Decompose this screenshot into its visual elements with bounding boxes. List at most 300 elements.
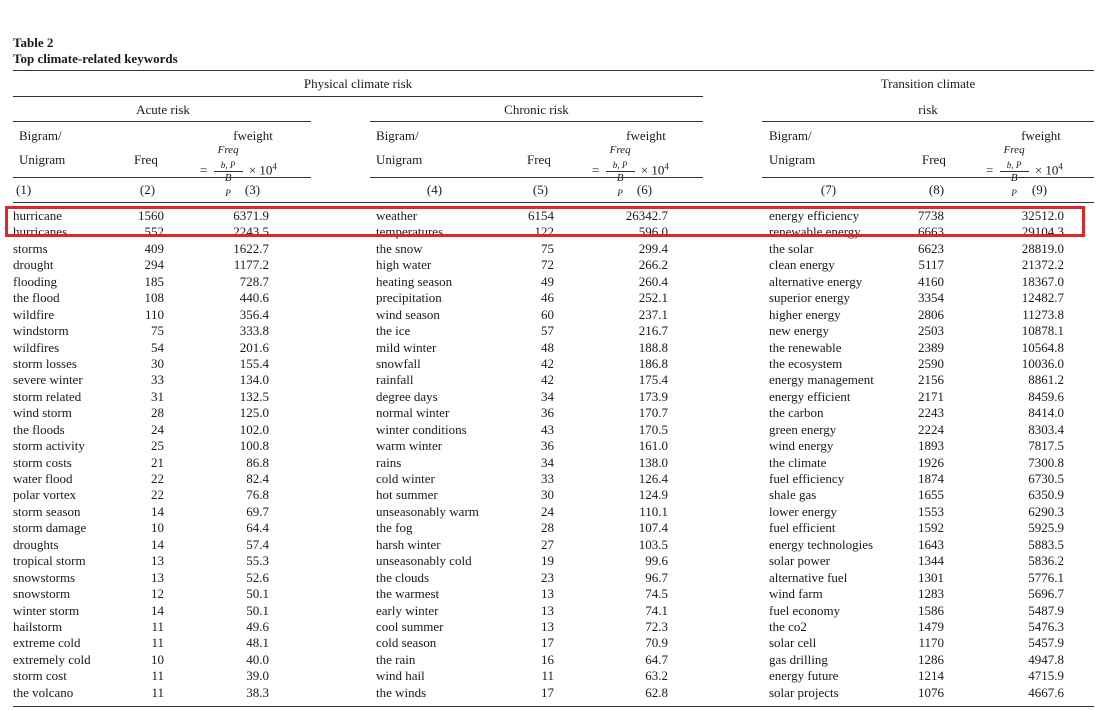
table-cell: 216.7 xyxy=(638,323,668,339)
table-cell: heating season xyxy=(376,273,453,289)
table-cell: 57.4 xyxy=(246,536,269,552)
table-cell: wind farm xyxy=(769,586,823,602)
table-cell: 170.7 xyxy=(638,405,668,421)
table-cell: 30 xyxy=(541,487,554,503)
table-cell: 11 xyxy=(541,668,554,684)
table-cell: 5696.7 xyxy=(1028,586,1064,602)
table-cell: the volcano xyxy=(13,684,74,700)
header-freq-2: Freq xyxy=(527,152,551,167)
table-cell: 14 xyxy=(151,503,164,519)
table-cell: 12482.7 xyxy=(1021,290,1064,306)
table-row xyxy=(0,635,1106,651)
table-cell: solar projects xyxy=(769,684,839,700)
table-cell: 64.4 xyxy=(246,520,269,536)
table-cell: 33 xyxy=(541,471,554,486)
table-cell: 52.6 xyxy=(246,569,269,585)
table-cell: 138.0 xyxy=(638,454,668,470)
table-cell: severe winter xyxy=(13,372,83,388)
table-cell: 170.5 xyxy=(638,421,668,437)
header-fweight-1: fweight xyxy=(233,128,273,143)
table-cell: 72 xyxy=(541,257,554,273)
table-cell: 185 xyxy=(144,273,164,289)
table-cell: snowstorms xyxy=(13,569,76,585)
table-cell: the renewable xyxy=(769,339,842,355)
table-cell: 10564.8 xyxy=(1021,339,1064,355)
table-cell: 1283 xyxy=(918,586,944,602)
table-row xyxy=(0,356,1106,372)
table-cell: 22 xyxy=(151,471,164,486)
table-cell: 252.1 xyxy=(638,290,668,306)
table-cell: 8303.4 xyxy=(1028,421,1064,437)
table-cell: 186.8 xyxy=(638,355,668,371)
table-cell: cold winter xyxy=(376,471,435,486)
table-cell: 552 xyxy=(144,224,164,240)
table-cell: 6154 xyxy=(528,208,554,223)
table-cell: 28819.0 xyxy=(1021,240,1064,256)
table-cell: 86.8 xyxy=(246,454,269,470)
table-cell: 8861.2 xyxy=(1028,372,1064,388)
table-row xyxy=(0,438,1106,454)
table-cell: the clouds xyxy=(376,569,430,585)
table-cell: flooding xyxy=(13,273,58,289)
table-cell: windstorm xyxy=(13,323,69,339)
table-cell: mild winter xyxy=(376,339,437,355)
table-cell: 596.0 xyxy=(638,224,668,240)
table-cell: 7738 xyxy=(918,208,944,223)
header-rule-2 xyxy=(370,177,703,178)
table-cell: 72.3 xyxy=(645,618,668,634)
header-bigram-1: Bigram/ xyxy=(19,128,62,143)
table-row xyxy=(0,372,1106,388)
header-freq-1: Freq xyxy=(134,152,158,167)
table-cell: the floods xyxy=(13,421,65,437)
table-cell: energy efficiency xyxy=(769,208,860,223)
table-cell: 409 xyxy=(144,240,164,256)
table-cell: 1560 xyxy=(138,208,164,223)
table-row xyxy=(0,504,1106,520)
header-freq-3: Freq xyxy=(922,152,946,167)
table-cell: the solar xyxy=(769,240,814,256)
table-cell: 30 xyxy=(151,355,164,371)
table-cell: 21 xyxy=(151,454,164,470)
col-number-7: (7) xyxy=(820,182,837,197)
table-cell: the warmest xyxy=(376,586,440,602)
table-cell: 36 xyxy=(541,405,554,421)
table-row xyxy=(0,668,1106,684)
table-cell: warm winter xyxy=(376,438,443,454)
table-cell: 299.4 xyxy=(638,240,668,256)
table-cell: energy efficient xyxy=(769,388,851,404)
header-bigram-2: Bigram/ xyxy=(376,128,419,143)
col-number-8: (8) xyxy=(928,182,945,197)
table-cell: extreme cold xyxy=(13,635,81,651)
table-cell: 2389 xyxy=(918,339,944,355)
table-cell: 2243 xyxy=(918,405,944,421)
table-cell: storm losses xyxy=(13,355,77,371)
table-cell: 1586 xyxy=(918,602,944,618)
fweight-formula-2: = Freq $_{b, P}$ B $_P$ × $10^4$ xyxy=(592,144,669,199)
group-header-physical: Physical climate risk xyxy=(303,76,413,91)
table-cell: superior energy xyxy=(769,290,850,306)
table-row xyxy=(0,340,1106,356)
table-cell: 1926 xyxy=(918,454,944,470)
table-cell: tropical storm xyxy=(13,553,86,569)
table-cell: 63.2 xyxy=(645,668,668,684)
table-cell: 36 xyxy=(541,438,554,454)
header-unigram-1: Unigram xyxy=(19,152,66,167)
table-cell: 6730.5 xyxy=(1028,471,1064,486)
table-cell: 75 xyxy=(151,323,164,339)
table-cell: 24 xyxy=(541,503,554,519)
table-row xyxy=(0,652,1106,668)
table-cell: 188.8 xyxy=(638,339,668,355)
table-cell: harsh winter xyxy=(376,536,441,552)
table-cell: normal winter xyxy=(376,405,450,421)
table-cell: fuel efficiency xyxy=(769,471,845,486)
table-cell: 70.9 xyxy=(645,635,668,651)
table-cell: alternative fuel xyxy=(769,569,848,585)
table-cell: storms xyxy=(13,240,48,256)
table-cell: the co2 xyxy=(769,618,807,634)
table-cell: 110.1 xyxy=(639,503,668,519)
table-cell: 5776.1 xyxy=(1028,569,1064,585)
col-number-5: (5) xyxy=(532,182,549,197)
table-cell: polar vortex xyxy=(13,487,77,503)
table-cell: 728.7 xyxy=(239,273,269,289)
table-row xyxy=(0,537,1106,553)
table-cell: storm cost xyxy=(13,668,67,684)
table-row xyxy=(0,487,1106,503)
table-cell: 50.1 xyxy=(246,586,269,602)
table-cell: 60 xyxy=(541,306,554,322)
table-cell: 6290.3 xyxy=(1028,503,1064,519)
table-cell: 49 xyxy=(541,273,554,289)
table-cell: 260.4 xyxy=(638,273,668,289)
table-cell: 21372.2 xyxy=(1021,257,1064,273)
table-cell: storm season xyxy=(13,503,81,519)
table-cell: 11 xyxy=(151,635,164,651)
table-row xyxy=(0,603,1106,619)
table-cell: wildfires xyxy=(13,339,60,355)
table-cell: 26342.7 xyxy=(625,208,668,223)
table-cell: 39.0 xyxy=(246,668,269,684)
table-cell: 5836.2 xyxy=(1028,553,1064,569)
table-cell: energy future xyxy=(769,668,839,684)
table-cell: 12 xyxy=(151,586,164,602)
table-cell: energy management xyxy=(769,372,874,388)
table-cell: temperatures xyxy=(376,224,444,240)
table-cell: 1592 xyxy=(918,520,944,536)
table-cell: wind energy xyxy=(769,438,834,454)
table-cell: 42 xyxy=(541,355,554,371)
table-row xyxy=(0,290,1106,306)
fweight-formula-1: = Freq $_{b, P}$ B $_P$ × $10^4$ xyxy=(200,144,277,199)
table-cell: hailstorm xyxy=(13,618,63,634)
table-cell: extremely cold xyxy=(13,651,91,667)
table-cell: precipitation xyxy=(376,290,442,306)
table-cell: storm activity xyxy=(13,438,85,454)
table-cell: fuel efficient xyxy=(769,520,836,536)
table-row xyxy=(0,307,1106,323)
table-cell: 4715.9 xyxy=(1028,668,1064,684)
table-cell: 24 xyxy=(151,421,164,437)
table-cell: the fog xyxy=(376,520,413,536)
table-row xyxy=(0,586,1106,602)
table-cell: 3354 xyxy=(918,290,944,306)
table-cell: 124.9 xyxy=(638,487,668,503)
table-cell: storm costs xyxy=(13,454,72,470)
table-cell: 16 xyxy=(541,651,554,667)
table-cell: 69.7 xyxy=(246,503,269,519)
table-cell: 17 xyxy=(541,684,554,700)
table-cell: 1874 xyxy=(918,471,944,486)
table-cell: 11 xyxy=(151,684,164,700)
table-cell: 14 xyxy=(151,602,164,618)
table-cell: 132.5 xyxy=(239,388,269,404)
table-cell: 14 xyxy=(151,536,164,552)
table-cell: 10 xyxy=(151,651,164,667)
table-row xyxy=(0,471,1106,487)
table-cell: 34 xyxy=(541,388,554,404)
table-cell: 18367.0 xyxy=(1021,273,1064,289)
table-cell: 33 xyxy=(151,372,164,388)
table-cell: 4667.6 xyxy=(1028,684,1064,700)
table-cell: 5457.9 xyxy=(1028,635,1064,651)
table-cell: the snow xyxy=(376,240,423,256)
table-cell: hurricane xyxy=(13,208,63,223)
table-cell: clean energy xyxy=(769,257,835,273)
table-cell: 23 xyxy=(541,569,554,585)
table-cell: unseasonably warm xyxy=(376,503,479,519)
table-cell: gas drilling xyxy=(769,651,828,667)
table-cell: 110 xyxy=(144,306,164,322)
table-cell: 13 xyxy=(541,586,554,602)
table-cell: the ice xyxy=(376,323,411,339)
table-cell: 6663 xyxy=(918,224,944,240)
table-cell: 28 xyxy=(151,405,164,421)
table-cell: 1655 xyxy=(918,487,944,503)
table-cell: the ecosystem xyxy=(769,355,843,371)
table-cell: 49.6 xyxy=(246,618,269,634)
bottom-rule xyxy=(13,706,1094,707)
table-cell: 96.7 xyxy=(645,569,668,585)
table-cell: 55.3 xyxy=(246,553,269,569)
table-cell: 122 xyxy=(534,224,554,240)
table-cell: storm related xyxy=(13,388,82,404)
table-cell: 4947.8 xyxy=(1028,651,1064,667)
table-row xyxy=(0,520,1106,536)
table-cell: the climate xyxy=(769,454,827,470)
table-cell: rains xyxy=(376,454,402,470)
header-unigram-3: Unigram xyxy=(769,152,816,167)
table-cell: 107.4 xyxy=(638,520,668,536)
table-cell: 173.9 xyxy=(638,388,668,404)
table-cell: 74.5 xyxy=(645,586,668,602)
table-cell: 201.6 xyxy=(239,339,269,355)
table-cell: 8459.6 xyxy=(1028,388,1064,404)
table-cell: 64.7 xyxy=(645,651,668,667)
table-cell: 7817.5 xyxy=(1028,438,1064,454)
table-cell: hot summer xyxy=(376,487,438,503)
transition-rule xyxy=(762,121,1094,122)
col-number-2: (2) xyxy=(139,182,156,197)
table-cell: 2156 xyxy=(918,372,944,388)
table-cell: 13 xyxy=(541,618,554,634)
table-cell: 2243.5 xyxy=(233,224,269,240)
table-cell: 1893 xyxy=(918,438,944,454)
table-cell: 2806 xyxy=(918,306,944,322)
table-cell: 43 xyxy=(541,421,554,437)
table-cell: 5476.3 xyxy=(1028,618,1064,634)
table-cell: lower energy xyxy=(769,503,837,519)
table-cell: 102.0 xyxy=(239,421,269,437)
table-cell: renewable energy xyxy=(769,224,861,240)
table-cell: 13 xyxy=(151,553,164,569)
table-cell: 29104.3 xyxy=(1021,224,1064,240)
table-row xyxy=(0,274,1106,290)
group-header-transition-1: Transition climate xyxy=(880,76,976,91)
table-cell: 34 xyxy=(541,454,554,470)
table-cell: new energy xyxy=(769,323,830,339)
table-cell: green energy xyxy=(769,421,837,437)
table-cell: wind season xyxy=(376,306,440,322)
table-cell: 22 xyxy=(151,487,164,503)
table-cell: 7300.8 xyxy=(1028,454,1064,470)
table-cell: 175.4 xyxy=(638,372,668,388)
table-cell: the rain xyxy=(376,651,416,667)
table-cell: 62.8 xyxy=(645,684,668,700)
table-cell: rainfall xyxy=(376,372,414,388)
table-cell: 10 xyxy=(151,520,164,536)
table-cell: 38.3 xyxy=(246,684,269,700)
table-cell: 1643 xyxy=(918,536,944,552)
table-cell: high water xyxy=(376,257,432,273)
table-cell: cool summer xyxy=(376,618,444,634)
col-number-3: (3) xyxy=(244,182,261,197)
table-cell: 5925.9 xyxy=(1028,520,1064,536)
table-cell: 76.8 xyxy=(246,487,269,503)
fweight-formula-3: = Freq $_{b, P}$ B $_P$ × $10^4$ xyxy=(986,144,1063,199)
table-cell: 237.1 xyxy=(638,306,668,322)
table-cell: storm damage xyxy=(13,520,87,536)
table-cell: 126.4 xyxy=(638,471,668,486)
table-row xyxy=(0,389,1106,405)
header-fweight-2: fweight xyxy=(626,128,666,143)
table-cell: 1479 xyxy=(918,618,944,634)
table-body xyxy=(0,208,1106,701)
table-cell: 11273.8 xyxy=(1022,306,1064,322)
header-bigram-3: Bigram/ xyxy=(769,128,812,143)
table-cell: 57 xyxy=(541,323,554,339)
table-title: Top climate-related keywords xyxy=(13,51,178,66)
table-cell: weather xyxy=(376,208,418,223)
table-row xyxy=(0,685,1106,701)
table-cell: 108 xyxy=(144,290,164,306)
table-cell: wind storm xyxy=(13,405,72,421)
table-cell: the winds xyxy=(376,684,427,700)
table-row xyxy=(0,241,1106,257)
table-cell: 50.1 xyxy=(246,602,269,618)
table-cell: 125.0 xyxy=(239,405,269,421)
table-cell: 28 xyxy=(541,520,554,536)
top-rule xyxy=(13,70,1094,71)
table-cell: 46 xyxy=(541,290,554,306)
subheader-acute: Acute risk xyxy=(136,102,190,117)
table-cell: 8414.0 xyxy=(1028,405,1064,421)
acute-rule xyxy=(13,121,311,122)
table-cell: 11 xyxy=(151,618,164,634)
table-cell: 2590 xyxy=(918,355,944,371)
chronic-rule xyxy=(370,121,703,122)
table-cell: 356.4 xyxy=(239,306,269,322)
table-cell: the flood xyxy=(13,290,60,306)
table-cell: 5487.9 xyxy=(1028,602,1064,618)
table-row xyxy=(0,323,1106,339)
table-cell: 82.4 xyxy=(246,471,269,486)
table-cell: 2171 xyxy=(918,388,944,404)
table-cell: 32512.0 xyxy=(1021,208,1064,223)
table-row xyxy=(0,455,1106,471)
physical-group-rule xyxy=(13,96,703,97)
table-row xyxy=(0,422,1106,438)
table-cell: 155.4 xyxy=(239,355,269,371)
table-cell: 5883.5 xyxy=(1028,536,1064,552)
table-cell: 1301 xyxy=(918,569,944,585)
table-caption xyxy=(13,35,178,67)
table-cell: 1170 xyxy=(918,635,944,651)
table-cell: 1214 xyxy=(918,668,944,684)
table-cell: 333.8 xyxy=(239,323,269,339)
table-cell: 5117 xyxy=(918,257,944,273)
table-cell: solar power xyxy=(769,553,831,569)
table-cell: 13 xyxy=(151,569,164,585)
table-cell: 54 xyxy=(151,339,164,355)
table-cell: wildfire xyxy=(13,306,55,322)
table-cell: 134.0 xyxy=(239,372,269,388)
table-cell: 2503 xyxy=(918,323,944,339)
table-cell: droughts xyxy=(13,536,59,552)
col-number-9: (9) xyxy=(1031,182,1048,197)
table-cell: 440.6 xyxy=(239,290,269,306)
header-fweight-3: fweight xyxy=(1021,128,1061,143)
table-cell: 10878.1 xyxy=(1021,323,1064,339)
table-cell: 6623 xyxy=(918,240,944,256)
table-cell: 266.2 xyxy=(638,257,668,273)
col-number-1: (1) xyxy=(16,182,32,197)
table-row xyxy=(0,619,1106,635)
table-cell: water flood xyxy=(13,471,73,486)
table-cell: unseasonably cold xyxy=(376,553,472,569)
table-cell: winter storm xyxy=(13,602,80,618)
col-number-4: (4) xyxy=(426,182,443,197)
table-cell: 17 xyxy=(541,635,554,651)
table-cell: 48.1 xyxy=(246,635,269,651)
table-cell: drought xyxy=(13,257,54,273)
table-cell: shale gas xyxy=(769,487,817,503)
table-cell: 10036.0 xyxy=(1021,355,1064,371)
header-unigram-2: Unigram xyxy=(376,152,423,167)
table-cell: alternative energy xyxy=(769,273,863,289)
table-cell: 2224 xyxy=(918,421,944,437)
table-cell: solar cell xyxy=(769,635,817,651)
table-cell: winter conditions xyxy=(376,421,467,437)
table-cell: snowstorm xyxy=(13,586,71,602)
colnum-rule xyxy=(13,202,1094,203)
table-cell: 40.0 xyxy=(246,651,269,667)
highlight-box xyxy=(5,206,1085,237)
table-label: Table 2 xyxy=(13,35,54,50)
table-cell: 99.6 xyxy=(645,553,668,569)
